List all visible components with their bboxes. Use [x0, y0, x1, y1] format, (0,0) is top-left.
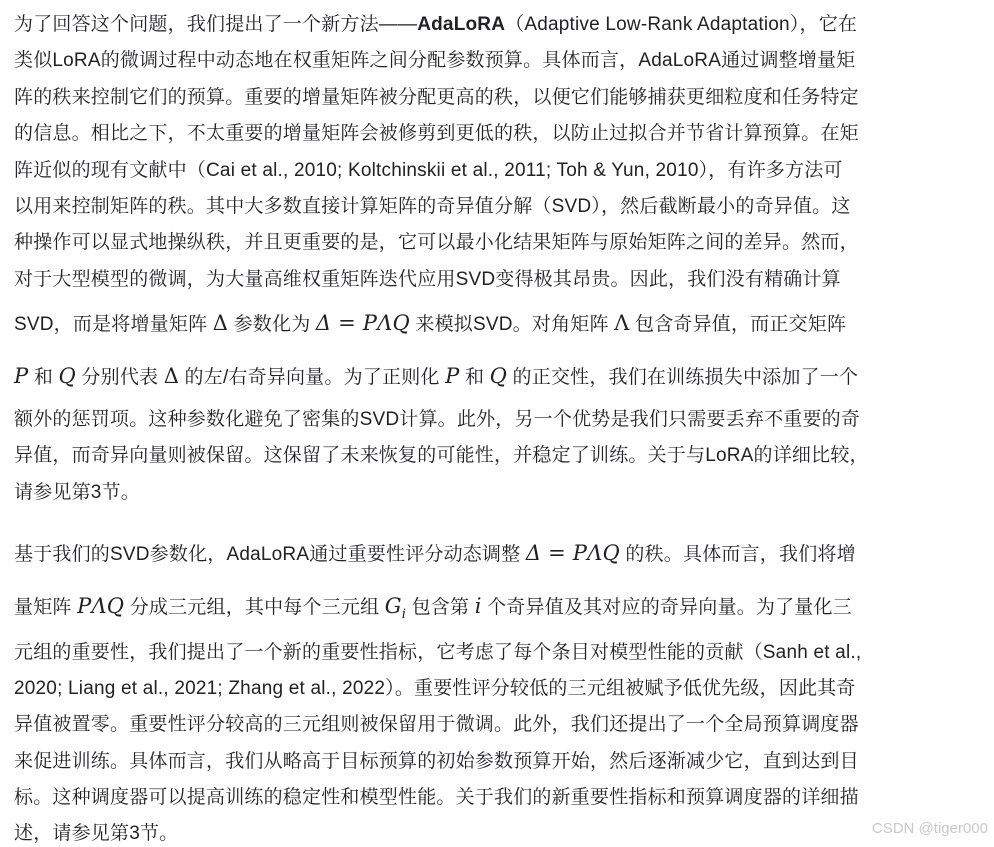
- text-line: 述，请参见第3节。: [14, 823, 179, 844]
- math-expression: Δ = PΛQ: [315, 311, 410, 335]
- text-line: 标。这种调度器可以提高训练的稳定性和模型性能。关于我们的新重要性指标和预算调度器的详细描: [14, 787, 859, 808]
- math-delta: Δ: [163, 364, 180, 388]
- text-line: 来促进训练。具体而言，我们从略高于目标预算的初始参数预算开始，然后逐渐减少它，直到达到目: [14, 751, 859, 772]
- math-lambda: Λ: [614, 311, 630, 335]
- text-segment: 个奇异值及其对应的奇异向量。为了量化三: [481, 597, 852, 618]
- text-line: [14, 13, 857, 37]
- text-segment: 参数化为: [228, 314, 316, 335]
- text-segment: 为了回答这个问题，我们提出了一个新方法——: [14, 14, 418, 35]
- math-p: P: [14, 364, 29, 388]
- text-segment: 来模拟SVD。对角矩阵: [409, 314, 615, 335]
- text-segment: SVD，而是将增量矩阵: [14, 314, 213, 335]
- text-line: 的信息。相比之下，不太重要的增量矩阵会被修剪到更低的秩，以防止过拟合并节省计算预算。在矩: [14, 123, 859, 144]
- text-line: 以用来控制矩阵的秩。其中大多数直接计算矩阵的奇异值分解（SVD），然后截断最小的奇异值。这: [14, 196, 851, 217]
- text-line: 阵近似的现有文献中（Cai et al., 2010; Koltchinskii et al., 2011; Toh & Yun, 2010），有许多方法可: [14, 160, 843, 181]
- text-line: 元组的重要性，我们提出了一个新的重要性指标，它考虑了每个条目对模型性能的贡献（Sanh et al.,: [14, 642, 862, 663]
- math-i: i: [474, 594, 482, 618]
- math-equation: [316, 311, 410, 335]
- text-line: 异值被置零。重要性评分较高的三元组则被保留用于微调。此外，我们还提出了一个全局预算调度器: [14, 714, 859, 735]
- text-segment: 分别代表: [75, 367, 164, 388]
- math-delta: Δ: [212, 311, 229, 335]
- text-segment: 的左/右奇异向量。为了正则化: [179, 367, 446, 388]
- math-q: Q: [489, 364, 508, 388]
- text-segment: 基于我们的SVD参数化，AdaLoRA通过重要性评分动态调整: [14, 544, 526, 565]
- text-line: [14, 541, 856, 567]
- text-line: [14, 311, 846, 337]
- text-segment: 分成三元组，其中每个三元组: [124, 597, 385, 618]
- csdn-watermark: CSDN @tiger000: [871, 820, 988, 837]
- text-segment: 的秩。具体而言，我们将增: [619, 544, 856, 565]
- text-line: 类似LoRA的微调过程中动态地在权重矩阵之间分配参数预算。具体而言，AdaLoRA通过调整增量矩: [14, 50, 856, 71]
- method-name: AdaLoRA: [417, 14, 506, 35]
- math-expression: Δ = PΛQ: [525, 541, 620, 565]
- text-line: 阵的秩来控制它们的预算。重要的增量矩阵被分配更高的秩，以便它们能够捕获更细粒度和任务特定: [14, 87, 859, 108]
- text-line: 对于大型模型的微调，为大量高维权重矩阵迭代应用SVD变得极其昂贵。因此，我们没有精确计算: [14, 269, 841, 290]
- text-segment: 和: [28, 367, 59, 388]
- text-segment: 包含奇异值，而正交矩阵: [629, 314, 847, 335]
- text-segment: 包含第: [406, 597, 475, 618]
- math-g-sub-i: $G_i$: [384, 594, 407, 623]
- text-line: 种操作可以显式地操纵秩，并且更重要的是，它可以最小化结果矩阵与原始矩阵之间的差异。然而，: [14, 232, 859, 253]
- text-segment: （Adaptive Low-Rank Adaptation），它在: [505, 14, 858, 35]
- text-line: 2020; Liang et al., 2021; Zhang et al., 2022）。重要性评分较低的三元组被赋予低优先级，因此其奇: [14, 678, 856, 699]
- text-line: 异值，而奇异向量则被保留。这保留了未来恢复的可能性，并稳定了训练。关于与LoRA的详细比较，: [14, 445, 869, 466]
- text-line: 请参见第3节。: [14, 482, 140, 503]
- text-segment: 量矩阵: [14, 597, 78, 618]
- math-expression: PΛQ: [77, 594, 125, 618]
- text-segment: 和: [459, 367, 490, 388]
- text-segment: 的正交性，我们在训练损失中添加了一个: [507, 367, 859, 388]
- text-line: [14, 594, 852, 627]
- math-p: P: [445, 364, 460, 388]
- math-q: Q: [58, 364, 76, 388]
- text-line: 额外的惩罚项。这种参数化避免了密集的SVD计算。此外，另一个优势是我们只需要丢弃不重要的奇: [14, 409, 861, 430]
- text-line: [14, 364, 858, 390]
